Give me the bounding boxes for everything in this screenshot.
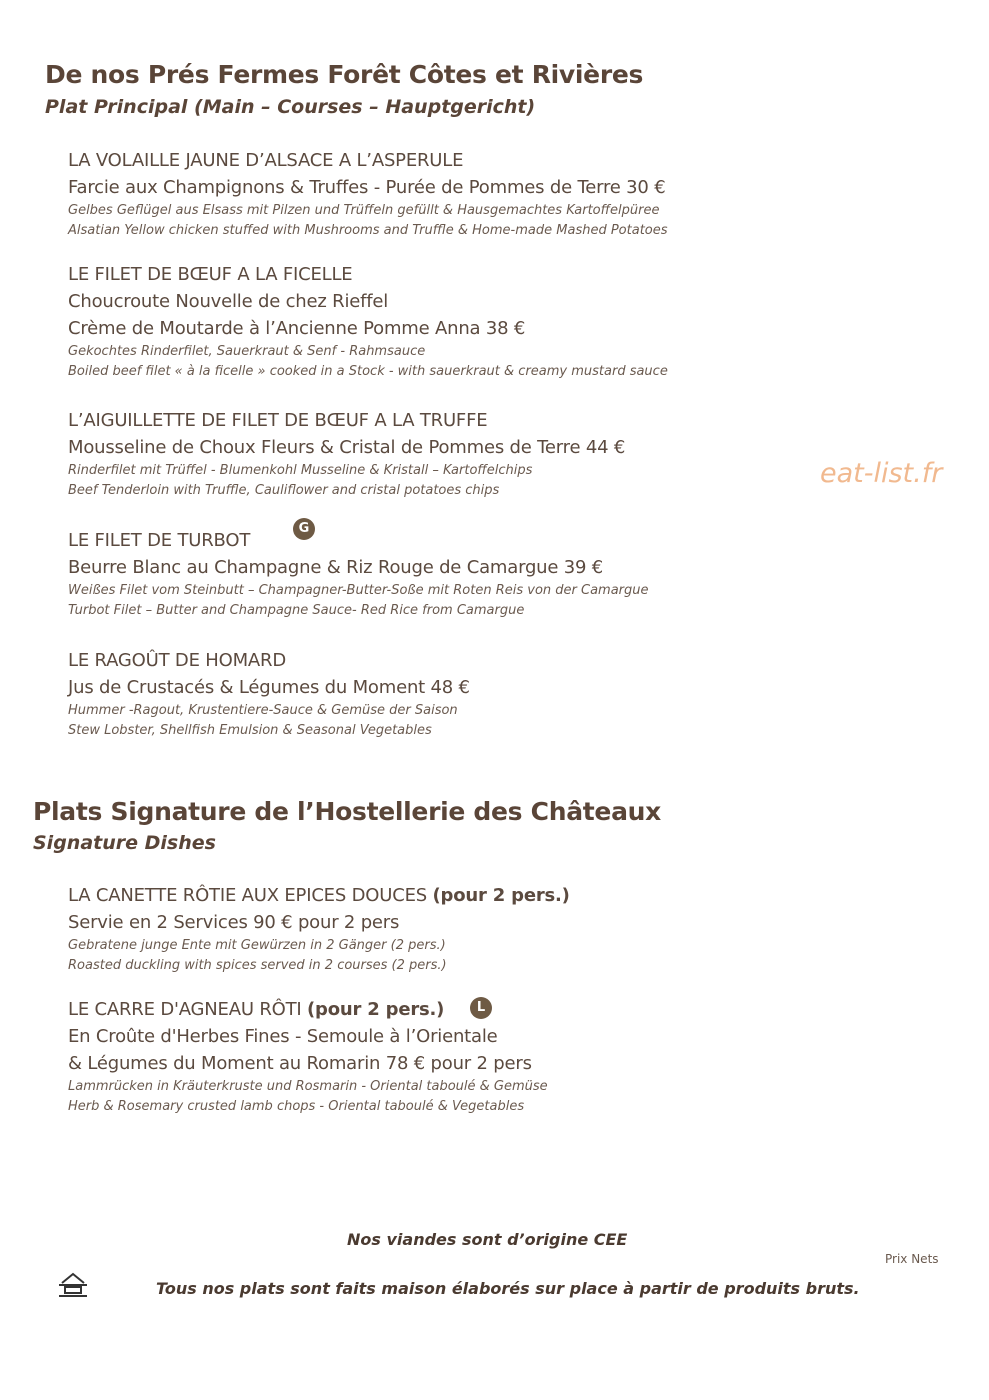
gluten-badge-icon: G xyxy=(293,518,315,540)
dish-translation-en: Turbot Filet – Butter and Champagne Sauce- Red Rice from Camargue xyxy=(68,603,525,618)
section-subtitle-signature: Signature Dishes xyxy=(33,832,216,854)
dish-translation-de: Gekochtes Rinderfilet, Sauerkraut & Senf - Rahmsauce xyxy=(68,344,426,359)
dish-description: Servie en 2 Services 90 € pour 2 pers xyxy=(68,912,400,933)
dish-translation-de: Gebratene junge Ente mit Gewürzen in 2 Gänger (2 pers.) xyxy=(68,938,446,953)
homemade-note: Tous nos plats sont faits maison élaborés sur place à partir de produits bruts. xyxy=(156,1279,860,1298)
dish-description: Jus de Crustacés & Légumes du Moment 48 € xyxy=(68,677,470,698)
dish-translation-en: Alsatian Yellow chicken stuffed with Mushrooms and Truffle & Home-made Mashed Potatoes xyxy=(68,223,668,238)
lactose-badge-icon: L xyxy=(470,997,492,1019)
dish-canette xyxy=(68,882,570,976)
dish-name: LE FILET DE BŒUF A LA FICELLE xyxy=(68,264,353,285)
dish-filet-boeuf-ficelle xyxy=(68,261,668,382)
dish-name: LE FILET DE TURBOT xyxy=(68,530,251,551)
dish-name-text: LA CANETTE RÔTIE AUX EPICES DOUCES xyxy=(68,885,427,906)
dish-volaille xyxy=(68,147,668,241)
prix-nets-note: Prix Nets xyxy=(885,1252,939,1266)
dish-description: Beurre Blanc au Champagne & Riz Rouge de Camargue 39 € xyxy=(68,557,604,578)
dish-description: Crème de Moutarde à l’Ancienne Pomme Anna 38 € xyxy=(68,318,526,339)
dish-translation-de: Lammrücken in Kräuterkruste und Rosmarin - Oriental taboulé & Gemüse xyxy=(68,1079,548,1094)
dish-description: Mousseline de Choux Fleurs & Cristal de Pommes de Terre 44 € xyxy=(68,437,626,458)
house-pan-icon xyxy=(56,1270,90,1300)
meat-origin-note: Nos viandes sont d’origine CEE xyxy=(347,1230,628,1249)
dish-aiguillette xyxy=(68,407,625,501)
dish-translation-en: Roasted duckling with spices served in 2 courses (2 pers.) xyxy=(68,958,447,973)
dish-name: LE RAGOÛT DE HOMARD xyxy=(68,650,286,671)
dish-translation-en: Beef Tenderloin with Truffle, Cauliflower and cristal potatoes chips xyxy=(68,483,500,498)
section-subtitle-main: Plat Principal (Main – Courses – Hauptgericht) xyxy=(45,96,536,118)
dish-translation-en: Stew Lobster, Shellfish Emulsion & Seasonal Vegetables xyxy=(68,723,432,738)
fait-maison-icon xyxy=(56,1270,90,1300)
dish-description: En Croûte d'Herbes Fines - Semoule à l’Orientale xyxy=(68,1026,498,1047)
dish-translation-en: Herb & Rosemary crusted lamb chops - Oriental taboulé & Vegetables xyxy=(68,1099,525,1114)
dish-description: Choucroute Nouvelle de chez Rieffel xyxy=(68,291,389,312)
dish-turbot xyxy=(68,527,649,621)
dish-portion: (pour 2 pers.) xyxy=(432,885,570,906)
section-title-main: De nos Prés Fermes Forêt Côtes et Rivières xyxy=(45,60,644,89)
dish-translation-de: Gelbes Geflügel aus Elsass mit Pilzen und Trüffeln gefüllt & Hausgemachtes Kartoffelpüree xyxy=(68,203,660,218)
dish-translation-de: Hummer -Ragout, Krustentiere-Sauce & Gemüse der Saison xyxy=(68,703,458,718)
dish-translation-de: Rinderfilet mit Trüffel - Blumenkohl Musseline & Kristall – Kartoffelchips xyxy=(68,463,533,478)
dish-description: & Légumes du Moment au Romarin 78 € pour 2 pers xyxy=(68,1053,532,1074)
watermark: eat-list.fr xyxy=(820,458,943,489)
dish-translation-de: Weißes Filet vom Steinbutt – Champagner-Butter-Soße mit Roten Reis von der Camargue xyxy=(68,583,649,598)
dish-name xyxy=(68,882,570,909)
dish-name: LA VOLAILLE JAUNE D’ALSACE A L’ASPERULE xyxy=(68,150,464,171)
dish-name: L’AIGUILLETTE DE FILET DE BŒUF A LA TRUFFE xyxy=(68,410,488,431)
dish-portion: (pour 2 pers.) xyxy=(307,999,445,1020)
section-title-signature: Plats Signature de l’Hostellerie des Châteaux xyxy=(33,797,661,826)
dish-translation-en: Boiled beef filet « à la ficelle » cooked in a Stock - with sauerkraut & creamy mustard sauce xyxy=(68,364,668,379)
dish-ragout-homard xyxy=(68,647,470,741)
dish-name-text: LE CARRE D'AGNEAU RÔTI xyxy=(68,999,302,1020)
dish-description: Farcie aux Champignons & Truffes - Purée de Pommes de Terre 30 € xyxy=(68,177,666,198)
